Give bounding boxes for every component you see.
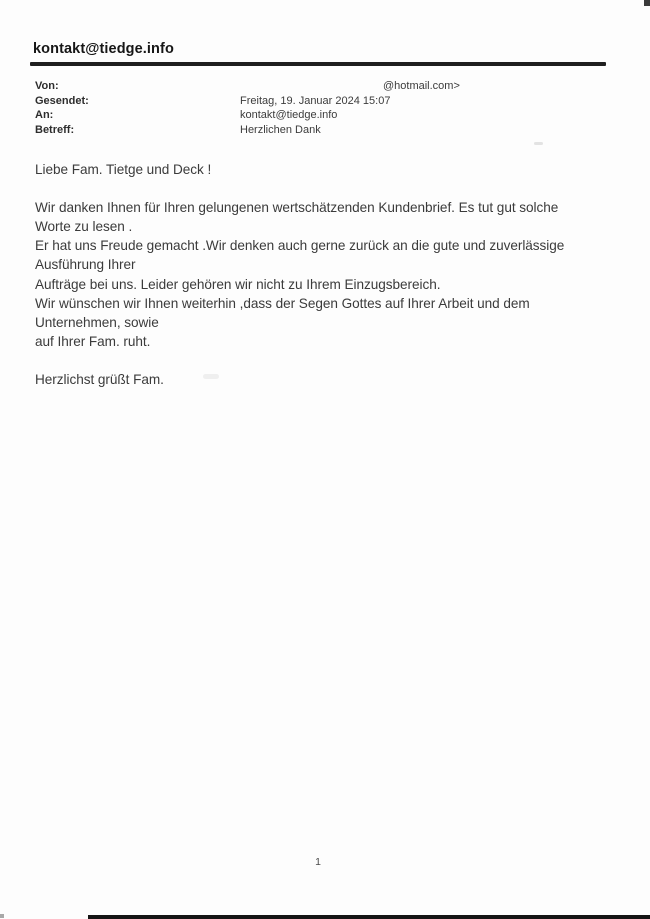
letter-body [35,160,635,389]
body-line: Er hat uns Freude gemacht .Wir denken auch gerne zurück an die gute und zuverlässige [35,238,565,254]
email-header [35,79,595,137]
field-label-von: Von: [35,80,59,92]
header-divider [30,62,606,66]
body-line: Wir danken Ihnen für Ihren gelungenen wertschätzenden Kundenbrief. Es tut gut solche [35,200,559,216]
body-line [35,179,635,198]
scan-artifact-top-right [644,0,650,6]
scan-artifact-smudge [534,142,543,145]
field-label-betreff: Betreff: [35,123,75,136]
field-value-an: kontakt@tiedge.info [240,109,338,122]
scan-bar-bottom [88,915,650,919]
field-row-von [35,79,595,94]
body-line: Unternehmen, sowie [35,314,159,330]
field-row-an [35,108,595,123]
field-label-gesendet: Gesendet: [35,94,89,107]
scan-artifact-smudge [203,374,219,379]
body-line: Ausführung Ihrer [35,257,136,273]
field-row-betreff [35,123,595,138]
scan-artifact-bottom-left [0,914,4,918]
field-value-gesendet: Freitag, 19. Januar 2024 15:07 [240,94,391,107]
body-line: auf Ihrer Fam. ruht. [35,333,151,349]
page-title: kontakt@tiedge.info [33,41,174,57]
field-value-von: @hotmail.com> [383,80,460,92]
field-value-betreff: Herzlichen Dank [240,123,321,136]
body-line: Herzlichst grüßt Fam. [35,372,164,388]
field-label-an: An: [35,109,54,122]
page-number: 1 [315,856,321,868]
body-line: Worte zu lesen . [35,219,133,235]
body-line [35,351,635,370]
body-line: Aufträge bei uns. Leider gehören wir nicht zu Ihrem Einzugsbereich. [35,276,441,292]
field-row-gesendet [35,94,595,109]
body-line: Wir wünschen wir Ihnen weiterhin ,dass der Segen Gottes auf Ihrer Arbeit und dem [35,295,530,311]
body-line: Liebe Fam. Tietge und Deck ! [35,162,212,177]
